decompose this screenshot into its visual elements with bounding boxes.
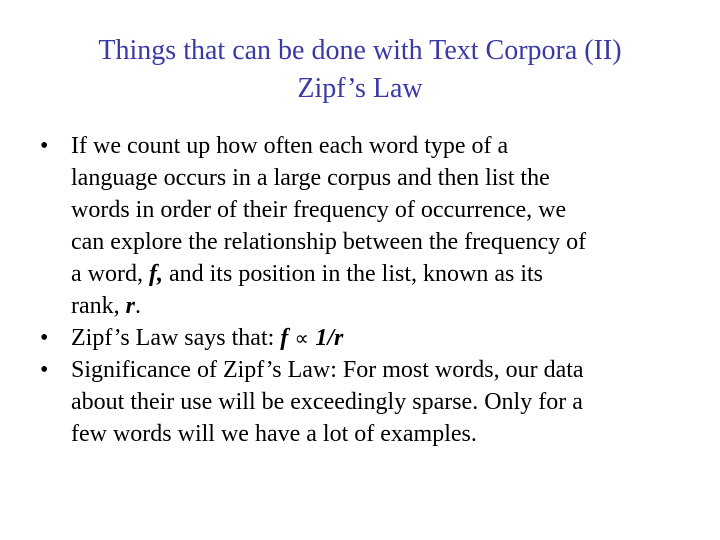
bullet1-line3: words in order of their frequency of occurrence, we (71, 197, 567, 223)
rank-symbol-r: r (125, 293, 135, 319)
frequency-symbol-f: f, (148, 261, 163, 287)
bullet1-line6-text-a: rank, (71, 293, 126, 319)
bullet-marker: • (40, 133, 49, 159)
bullet1-line6-text-c: . (135, 293, 141, 319)
bullet1-line5-text-a: a word, (71, 261, 149, 287)
bullet-item-zipf-definition (40, 130, 690, 322)
bullet3-line2: about their use will be exceedingly sparse. Only for a (71, 389, 583, 415)
bullet-item-zipf-law (40, 322, 690, 354)
bullet1-line1: If we count up how often each word type of a (71, 133, 509, 159)
bullet1-line2: language occurs in a large corpus and then list the (71, 165, 550, 191)
bullet-list (40, 130, 690, 450)
bullet3-line1: Significance of Zipf’s Law: For most words, our data (71, 357, 584, 383)
bullet-marker: • (40, 325, 49, 351)
bullet-item-zipf-significance (40, 354, 690, 450)
bullet1-line5-text-c: and its position in the list, known as its (162, 261, 543, 287)
formula-f: f (280, 325, 289, 351)
bullet-marker: • (40, 357, 49, 383)
bullet2-text-a: Zipf’s Law says that: (71, 325, 281, 351)
title-line-1: Things that can be done with Text Corpora (II) (98, 35, 622, 66)
bullet3-line3: few words will we have a lot of examples. (71, 421, 477, 447)
slide-title (0, 32, 720, 108)
bullet1-line6 (71, 290, 690, 322)
bullet1-line4: can explore the relationship between the frequency of (71, 229, 587, 255)
bullet1-line5 (71, 258, 690, 290)
formula-one-over-r: 1/r (315, 325, 344, 351)
title-line-2: Zipf’s Law (297, 73, 423, 104)
proportional-symbol: ∝ (288, 326, 316, 350)
bullet2-line1 (71, 322, 690, 354)
